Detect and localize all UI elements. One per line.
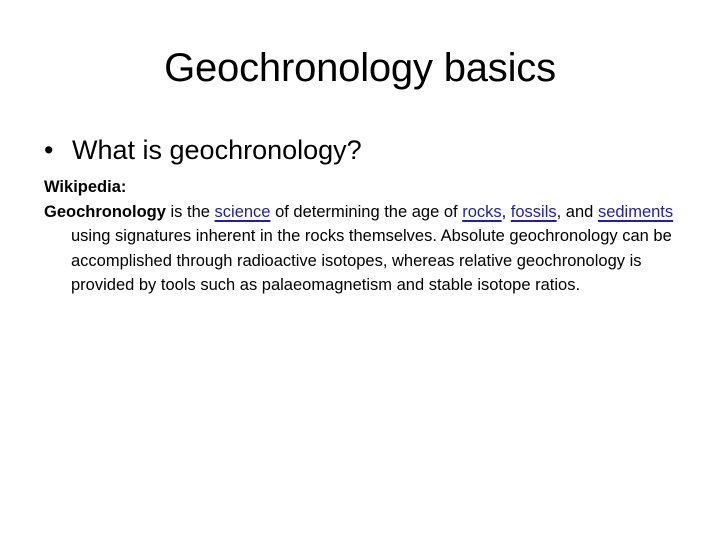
definition-paragraph: [44, 200, 708, 298]
text-segment: ,: [501, 202, 511, 221]
link-sediments[interactable]: sediments: [597, 202, 674, 221]
link-fossils[interactable]: fossils: [510, 202, 557, 221]
link-rocks[interactable]: rocks: [462, 202, 502, 221]
bullet-text: What is geochronology?: [72, 135, 362, 165]
text-segment: using signatures inherent in the rocks themselves. Absolute geochronology can be accomplished through radioactive isotopes, whereas relative geochronology is provided by tools such as palaeomagnetism and stable isotope ratios.: [71, 227, 672, 294]
text-segment: is the: [165, 202, 215, 221]
bullet-marker: •: [44, 135, 54, 165]
bullet-item: [44, 130, 362, 170]
slide-title: Geochronology basics: [164, 46, 556, 90]
text-segment: of determining the age of: [270, 202, 463, 221]
link-science[interactable]: science: [214, 202, 271, 221]
term: Geochronology: [44, 202, 166, 221]
source-label: Wikipedia:: [44, 178, 127, 196]
text-segment: , and: [556, 202, 598, 221]
definition-block: [44, 175, 708, 298]
